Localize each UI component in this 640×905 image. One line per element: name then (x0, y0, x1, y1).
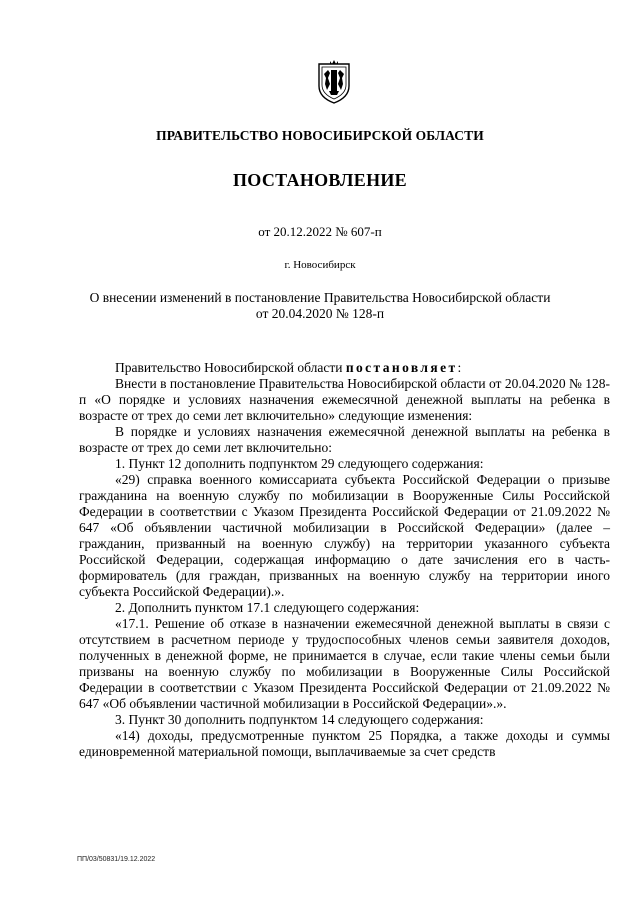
body-paragraph: «29) справка военного комиссариата субъекта Российской Федерации о призыве гражданина на военную службу по мобилизации в Вооруженные Силы Российской Федерации в соответствии с Указом Президента Российской Федерации от 21.09.2022 № 647 «Об объявлении частичной мобилизации в Российской Федерации» (далее – гражданин, призванный на военную службу) на территории указанного субъекта Российской Федерации, содержащая информацию о дате зачисления его в часть-формирователь (для граждан, призванных на военную службу на территории иного субъекта Российской Федерации).». (79, 472, 610, 599)
body-paragraph: 3. Пункт 30 дополнить подпунктом 14 следующего содержания: (115, 712, 484, 727)
intro-verb: постановляет (345, 360, 458, 375)
document-city: г. Новосибирск (284, 259, 356, 271)
subject-line-1: О внесении изменений в постановление Правительства Новосибирской области (89, 290, 551, 305)
intro-prefix: Правительство Новосибирской области (115, 360, 346, 375)
subject-line-2: от 20.04.2020 № 128-п (255, 306, 385, 321)
coat-of-arms-emblem (316, 60, 352, 104)
document-subject (0, 290, 640, 322)
body-paragraph: «17.1. Решение об отказе в назначении ежемесячной денежной выплаты в связи с отсутствием в расчетном периоде у трудоспособных членов семьи заявителя доходов, полученных в денежной форме, не принимается в случае, если такие члены семьи были призваны на военную службу по мобилизации в Вооруженные Силы Российской Федерации в соответствии с Указом Президента Российской Федерации от 21.09.2022 № 647 «Об объявлении частичной мобилизации в Российской Федерации».». (79, 616, 610, 711)
body-paragraph: В порядке и условиях назначения ежемесячной денежной выплаты на ребенка в возрасте от трех до семи лет включительно: (79, 424, 610, 455)
body-paragraph: Внести в постановление Правительства Новосибирской области от 20.04.2020 № 128-п «О порядке и условиях назначения ежемесячной денежной выплаты на ребенка в возрасте от трех до семи лет включительно» следующие изменения: (79, 376, 610, 423)
body-paragraph: «14) доходы, предусмотренные пунктом 25 Порядка, а также доходы и суммы единовременной материальной помощи, выплачиваемые за счет средств (79, 728, 610, 759)
footer-document-code: ПП/03/50831/19.12.2022 (77, 856, 156, 863)
government-title: ПРАВИТЕЛЬСТВО НОВОСИБИРСКОЙ ОБЛАСТИ (156, 128, 484, 143)
document-type: ПОСТАНОВЛЕНИЕ (233, 170, 407, 190)
body-paragraph: 1. Пункт 12 дополнить подпунктом 29 следующего содержания: (115, 456, 484, 471)
intro-suffix: : (457, 360, 462, 375)
body-paragraph: 2. Дополнить пунктом 17.1 следующего содержания: (115, 600, 420, 615)
document-body (79, 360, 610, 760)
document-date-number: от 20.12.2022 № 607-п (258, 224, 382, 239)
intro-paragraph (79, 360, 610, 376)
